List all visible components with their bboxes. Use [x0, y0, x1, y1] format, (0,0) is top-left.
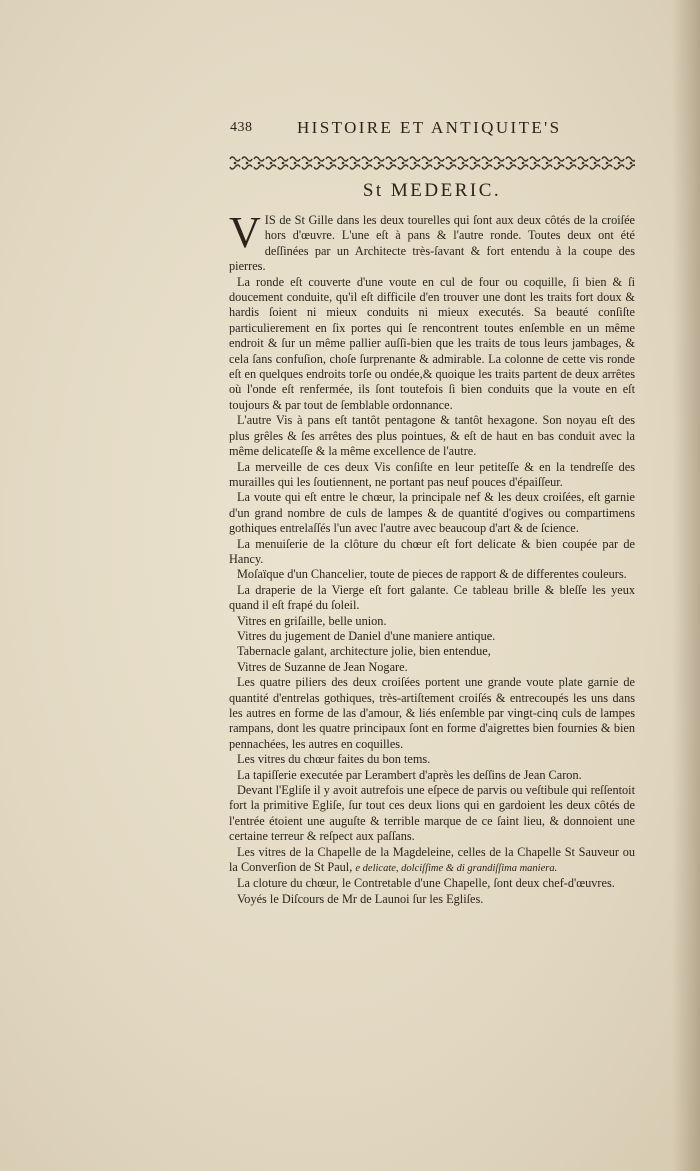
- paragraph: La draperie de la Vierge eſt fort galante. Ce tableau brille & bleſſe les yeux quand il eſt frapé du ſoleil.: [229, 582, 635, 613]
- paragraph: La voute qui eſt entre le chœur, la principale nef & les deux croiſées, eſt garnie d'un grand nombre de culs de lampes & de quantité d'ogives ou compartimens gothiques entrelaſſés l'un avec l'autre avec beaucoup d'art & de ſcience.: [229, 490, 635, 536]
- body-text: [229, 208, 635, 907]
- paragraph: La cloture du chœur, le Contretable d'une Chapelle, ſont deux chef-d'œuvres.: [237, 876, 615, 891]
- paragraph: Les quatre piliers des deux croiſées portent une grande voute plate garnie de quantité d'entrelas gothiques, très-artiſtement croiſés & entrecoupés les uns dans les autres en forme de las d'amour, & liés enſemble par vingt-cinq culs de lampes rampans, dont les quatre principaux ſont en forme d'aigrettes bien fournies & bien pennachées, les autres en coquilles.: [229, 675, 635, 751]
- drop-cap: V: [229, 208, 261, 257]
- ornamental-band: [229, 154, 635, 172]
- section-title: St MEDERIC.: [362, 180, 502, 201]
- paragraph: Vitres de Suzanne de Jean Nogare.: [237, 659, 408, 674]
- paragraph: La ronde eſt couverte d'une voute en cul de four ou coquille, ſi bien & ſi doucement conduite, qu'il eſt difficile d'en trouver une dont les traits fort doux & hardis ſoient ni mieux conduits ni mieux executés. Sa beauté conſiſte particulierement en ſix portes qui ſe rencontrent toutes enſemble en un même endroit & ſur un même pallier auſſi-bien que les traits de tous leurs jambages, & cela ſans confuſion, choſe ſurprenante & admirable. La colonne de cette vis ronde eſt en quelques endroits torſe ou ondée,& quoique les traits partent de deux arrêtes où l'onde eſt renfermée, ils ſont toutefois ſi bien conduits que la voute en eſt toujours & par tout de ſemblable ordonnance.: [229, 274, 635, 412]
- first-paragraph: [229, 208, 635, 275]
- page-header: [230, 118, 640, 144]
- paragraph: Moſaïque d'un Chancelier, toute de pieces de rapport & de differentes couleurs.: [237, 567, 627, 582]
- paragraph: Tabernacle galant, architecture jolie, bien entendue,: [237, 644, 491, 659]
- running-head: HISTOIRE ET ANTIQUITE'S: [297, 118, 562, 137]
- italian-quote: e delicate, dolciſſime & di grandiſſima maniera.: [355, 863, 558, 875]
- paragraph: L'autre Vis à pans eſt tantôt pentagone & tantôt hexagone. Son noyau eſt des plus grêles & ſes arrêtes des plus pointues, & eſt de haut en bas conduit avec la même delicateſſe & la même excellence de l'autre.: [229, 413, 635, 459]
- page-number: 438: [230, 120, 253, 135]
- first-paragraph-text: IS de St Gille dans les deux tourelles qui ſont aux deux côtés de la croiſée hors d'œuvre. L'une eſt à pans & l'autre ronde. Toutes deux ont été deſſinées par un Architecte très-ſavant & fort entendu à la coupe des pierres.: [229, 213, 635, 274]
- paragraph: Devant l'Egliſe il y avoit autrefois une eſpece de parvis ou veſtibule qui reſſentoit fort la primitive Egliſe, ſur tout ces deux lions qui en gardoient les deux côtés de l'entrée étoient une auguſte & terrible marque de ce ſaint lieu, & donnoient une certaine terreur & reſpect aux paſſans.: [229, 783, 635, 844]
- paragraph: Voyés le Diſcours de Mr de Launoi ſur les Egliſes.: [237, 891, 484, 906]
- paragraph: La merveille de ces deux Vis conſiſte en leur petiteſſe & en la tendreſſe des murailles qui les ſoutiennent, ne portant pas neuf pouces d'épaiſſeur.: [229, 459, 635, 489]
- gutter-shadow: [672, 0, 700, 1171]
- paragraph: Vitres en griſaille, belle union.: [237, 613, 387, 628]
- paragraph: La tapiſſerie executée par Lerambert d'après les deſſins de Jean Caron.: [237, 767, 582, 782]
- paragraph: La menuiſerie de la clôture du chœur eſt fort delicate & bien coupée par de Hancy.: [229, 536, 635, 566]
- paragraph: Les vitres du chœur faites du bon tems.: [237, 752, 431, 767]
- paragraph: Vitres du jugement de Daniel d'une maniere antique.: [237, 628, 496, 643]
- chapelle-paragraph: [229, 845, 635, 877]
- chapelle-text: Les vitres de la Chapelle de la Magdeleine, celles de la Chapelle St Sauveur ou la Converſion de St Paul,: [229, 844, 635, 875]
